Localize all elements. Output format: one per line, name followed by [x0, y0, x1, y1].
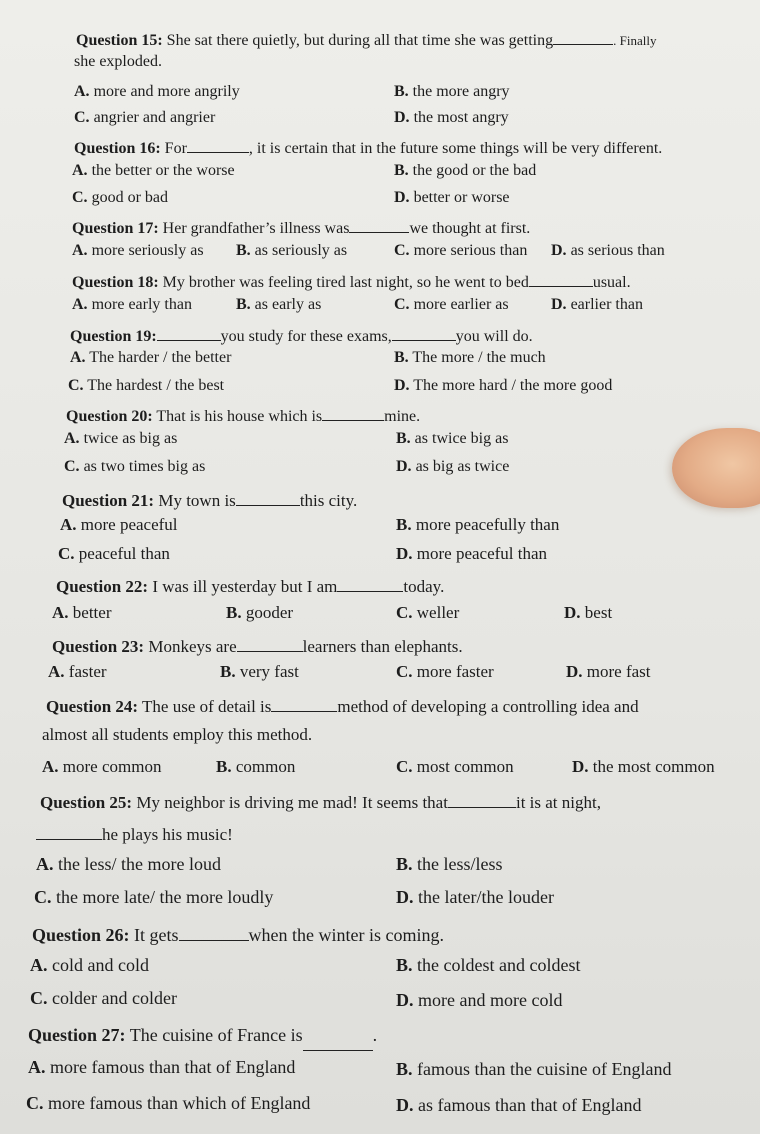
option-text: as big as twice: [415, 458, 510, 475]
answer-blank: [529, 270, 593, 287]
answer-blank: [236, 488, 300, 506]
question-text: The cuisine of France is: [129, 1025, 303, 1045]
option-letter: A.: [72, 162, 88, 179]
answer-blank: [36, 822, 102, 840]
option-c: [74, 110, 215, 126]
option-d: [394, 110, 509, 126]
option-letter: D.: [396, 458, 412, 475]
option-c: [34, 888, 273, 906]
option-text: more earlier as: [413, 296, 509, 313]
question-20: [66, 404, 420, 425]
option-letter: A.: [36, 854, 54, 874]
option-letter: A.: [30, 955, 48, 975]
option-b: [236, 243, 347, 259]
option-b: [394, 84, 510, 100]
option-d: [396, 991, 562, 1009]
option-text: cold and cold: [52, 955, 149, 975]
option-letter: B.: [394, 162, 409, 179]
option-d: [394, 190, 510, 206]
option-text: best: [584, 603, 613, 622]
question-label: Question 19:: [70, 328, 157, 345]
option-letter: A.: [60, 515, 77, 534]
option-letter: B.: [396, 854, 413, 874]
option-letter: D.: [566, 662, 583, 681]
option-a: [72, 297, 192, 313]
option-text: more famous than which of England: [48, 1093, 311, 1113]
option-letter: A.: [28, 1057, 46, 1077]
option-d: [396, 1096, 641, 1114]
option-text: the good or the bad: [412, 162, 537, 179]
question-22: [56, 574, 444, 595]
option-text: most common: [416, 757, 514, 776]
thumb-photo-artifact: [672, 428, 760, 508]
question-text: you will do.: [455, 328, 533, 345]
question-17: [72, 216, 530, 237]
option-text: famous than the cuisine of England: [417, 1059, 672, 1079]
question-label: Question 25:: [40, 793, 133, 812]
option-text: The harder / the better: [89, 349, 232, 366]
option-text: more and more angrily: [93, 83, 240, 100]
option-letter: C.: [64, 458, 80, 475]
option-d: [396, 459, 509, 475]
option-b: [236, 297, 321, 313]
option-d: [572, 758, 715, 775]
option-letter: C.: [68, 377, 84, 394]
option-letter: C.: [396, 662, 413, 681]
option-text: the most common: [592, 757, 715, 776]
option-letter: C.: [396, 757, 413, 776]
option-c: [26, 1094, 310, 1112]
answer-blank: [187, 136, 249, 153]
option-letter: B.: [236, 296, 251, 313]
option-text: more serious than: [413, 242, 528, 259]
option-text: more peaceful: [80, 515, 178, 534]
option-text: as seriously as: [254, 242, 348, 259]
option-d: [551, 297, 643, 313]
option-text: the more angry: [412, 83, 510, 100]
question-text: you study for these exams,: [220, 328, 392, 345]
option-letter: A.: [72, 296, 88, 313]
option-letter: C.: [394, 296, 410, 313]
option-d: [394, 378, 612, 394]
option-text: as famous than that of England: [418, 1095, 642, 1115]
option-letter: B.: [216, 757, 232, 776]
question-24-continued: almost all students employ this method.: [42, 725, 313, 744]
answer-blank: [448, 790, 516, 808]
option-text: as early as: [254, 296, 322, 313]
question-label: Question 26:: [32, 925, 130, 945]
question-25: [40, 790, 601, 811]
question-text: usual.: [592, 274, 631, 291]
option-letter: C.: [74, 109, 90, 126]
option-c: [396, 663, 494, 680]
option-text: weller: [416, 603, 460, 622]
option-letter: C.: [396, 603, 413, 622]
question-label: Question 23:: [52, 637, 145, 656]
question-label: Question 17:: [72, 220, 159, 237]
question-text: My brother was feeling tired last night, so he went to bed: [162, 274, 529, 291]
option-text: as two times big as: [83, 458, 206, 475]
question-text: method of developing a controlling idea and: [337, 697, 639, 716]
option-a: [30, 956, 149, 974]
option-letter: A.: [72, 242, 88, 259]
option-letter: A.: [74, 83, 90, 100]
option-a: [70, 350, 231, 366]
option-a: [28, 1058, 295, 1076]
answer-blank: [157, 324, 221, 341]
option-b: [394, 163, 536, 179]
option-letter: C.: [72, 189, 88, 206]
option-text: colder and colder: [52, 988, 177, 1008]
option-text: the later/the louder: [418, 887, 554, 907]
option-letter: D.: [396, 544, 413, 563]
option-d: [564, 604, 612, 621]
question-text: I was ill yesterday but I am: [152, 577, 338, 596]
option-letter: B.: [394, 349, 409, 366]
answer-blank: [392, 324, 456, 341]
question-text: . Finally: [613, 33, 657, 48]
option-a: [74, 84, 240, 100]
question-27: [28, 1022, 377, 1044]
question-text: , it is certain that in the future some things will be very different.: [248, 140, 663, 157]
option-text: better or worse: [413, 189, 510, 206]
option-letter: D.: [396, 1095, 414, 1115]
option-letter: D.: [396, 990, 414, 1010]
option-text: good or bad: [91, 189, 168, 206]
question-26: [32, 922, 444, 944]
option-c: [72, 190, 168, 206]
option-letter: D.: [394, 377, 410, 394]
option-a: [48, 663, 107, 680]
option-c: [58, 545, 170, 562]
option-a: [64, 431, 177, 447]
answer-blank: [553, 28, 613, 45]
question-text: learners than elephants.: [302, 637, 463, 656]
option-text: twice as big as: [83, 430, 178, 447]
option-letter: B.: [226, 603, 242, 622]
option-letter: B.: [220, 662, 236, 681]
option-b: [396, 956, 580, 974]
option-text: angrier and angrier: [93, 109, 216, 126]
option-text: more famous than that of England: [50, 1057, 296, 1077]
option-letter: D.: [394, 109, 410, 126]
option-b: [216, 758, 295, 775]
option-d: [551, 243, 665, 259]
option-text: more seriously as: [91, 242, 204, 259]
option-letter: A.: [42, 757, 59, 776]
question-label: Question 27:: [28, 1025, 126, 1045]
option-c: [396, 604, 459, 621]
option-letter: A.: [70, 349, 86, 366]
question-label: Question 16:: [74, 140, 161, 157]
question-text: Monkeys are: [148, 637, 237, 656]
question-text: today.: [403, 577, 445, 596]
option-c: [64, 459, 205, 475]
question-23: [52, 634, 463, 655]
option-text: more fast: [586, 662, 651, 681]
option-d: [396, 545, 547, 562]
question-text: when the winter is coming.: [248, 925, 444, 945]
question-text: My neighbor is driving me mad! It seems that: [136, 793, 448, 812]
option-b: [396, 855, 503, 873]
option-b: [394, 350, 546, 366]
question-text: mine.: [384, 408, 421, 425]
option-text: the less/less: [417, 854, 503, 874]
option-text: more peacefully than: [415, 515, 560, 534]
option-text: earlier than: [570, 296, 643, 313]
option-d: [396, 888, 554, 906]
option-b: [220, 663, 299, 680]
answer-blank: [237, 634, 303, 652]
question-text: it is at night,: [515, 793, 601, 812]
question-text: That is his house which is: [156, 408, 323, 425]
question-18: [72, 270, 631, 291]
question-text: .: [372, 1025, 378, 1045]
option-c: [30, 989, 177, 1007]
question-text: The use of detail is: [142, 697, 272, 716]
option-text: peaceful than: [78, 544, 170, 563]
question-19: [70, 324, 533, 345]
question-15-continued: she exploded.: [74, 53, 162, 70]
option-c: [396, 758, 514, 775]
option-text: more peaceful than: [416, 544, 548, 563]
question-label: Question 22:: [56, 577, 149, 596]
option-letter: B.: [396, 1059, 413, 1079]
question-15: [76, 28, 656, 49]
option-b: [396, 431, 508, 447]
option-letter: C.: [26, 1093, 44, 1113]
option-text: gooder: [245, 603, 294, 622]
option-text: more early than: [91, 296, 192, 313]
option-b: [226, 604, 293, 621]
answer-blank: [337, 574, 403, 592]
option-letter: B.: [236, 242, 251, 259]
option-letter: D.: [551, 242, 567, 259]
question-label: Question 15:: [76, 32, 163, 49]
question-text: For: [164, 140, 187, 157]
option-letter: D.: [572, 757, 589, 776]
question-text: She sat there quietly, but during all that time she was getting: [166, 32, 554, 49]
option-a: [72, 243, 204, 259]
option-text: very fast: [239, 662, 299, 681]
option-d: [566, 663, 651, 680]
option-c: [394, 243, 527, 259]
option-a: [60, 516, 178, 533]
question-label: Question 24:: [46, 697, 139, 716]
option-letter: C.: [58, 544, 75, 563]
question-text: My town is: [158, 491, 236, 510]
option-text: the better or the worse: [91, 162, 235, 179]
option-text: The more hard / the more good: [413, 377, 613, 394]
option-text: as serious than: [570, 242, 665, 259]
option-text: more and more cold: [418, 990, 563, 1010]
question-label: Question 20:: [66, 408, 153, 425]
question-16: [74, 136, 662, 157]
option-letter: A.: [48, 662, 65, 681]
option-text: the more late/ the more loudly: [56, 887, 274, 907]
option-letter: A.: [52, 603, 69, 622]
option-letter: C.: [394, 242, 410, 259]
option-b: [396, 516, 559, 533]
question-25-continued: [36, 822, 233, 843]
option-a: [72, 163, 235, 179]
option-text: the coldest and coldest: [417, 955, 581, 975]
question-label: Question 21:: [62, 491, 155, 510]
option-text: The hardest / the best: [87, 377, 225, 394]
question-text: this city.: [299, 491, 358, 510]
answer-blank: [303, 1032, 373, 1051]
answer-blank: [179, 922, 249, 941]
option-text: more faster: [416, 662, 494, 681]
option-letter: C.: [34, 887, 52, 907]
option-letter: B.: [394, 83, 409, 100]
question-text: It gets: [134, 925, 179, 945]
option-c: [394, 297, 509, 313]
question-text: he plays his music!: [102, 825, 233, 844]
answer-blank: [322, 404, 384, 421]
option-text: the less/ the more loud: [58, 854, 221, 874]
answer-blank: [271, 694, 337, 712]
option-text: The more / the much: [412, 349, 546, 366]
option-letter: D.: [396, 887, 414, 907]
option-text: the most angry: [413, 109, 509, 126]
option-a: [52, 604, 111, 621]
option-text: common: [235, 757, 296, 776]
option-letter: D.: [394, 189, 410, 206]
question-label: Question 18:: [72, 274, 159, 291]
option-letter: B.: [396, 430, 411, 447]
option-letter: B.: [396, 515, 412, 534]
option-a: [42, 758, 161, 775]
option-text: faster: [68, 662, 107, 681]
option-letter: D.: [551, 296, 567, 313]
question-text: Her grandfather’s illness was: [162, 220, 350, 237]
option-text: as twice big as: [414, 430, 509, 447]
question-21: [62, 488, 357, 509]
option-letter: D.: [564, 603, 581, 622]
option-letter: A.: [64, 430, 80, 447]
option-b: [396, 1060, 671, 1078]
option-letter: C.: [30, 988, 48, 1008]
question-24: [46, 694, 639, 715]
option-a: [36, 855, 221, 873]
option-text: more common: [62, 757, 162, 776]
option-text: better: [72, 603, 112, 622]
option-c: [68, 378, 224, 394]
option-letter: B.: [396, 955, 413, 975]
question-text: we thought at first.: [409, 220, 531, 237]
answer-blank: [349, 216, 409, 233]
